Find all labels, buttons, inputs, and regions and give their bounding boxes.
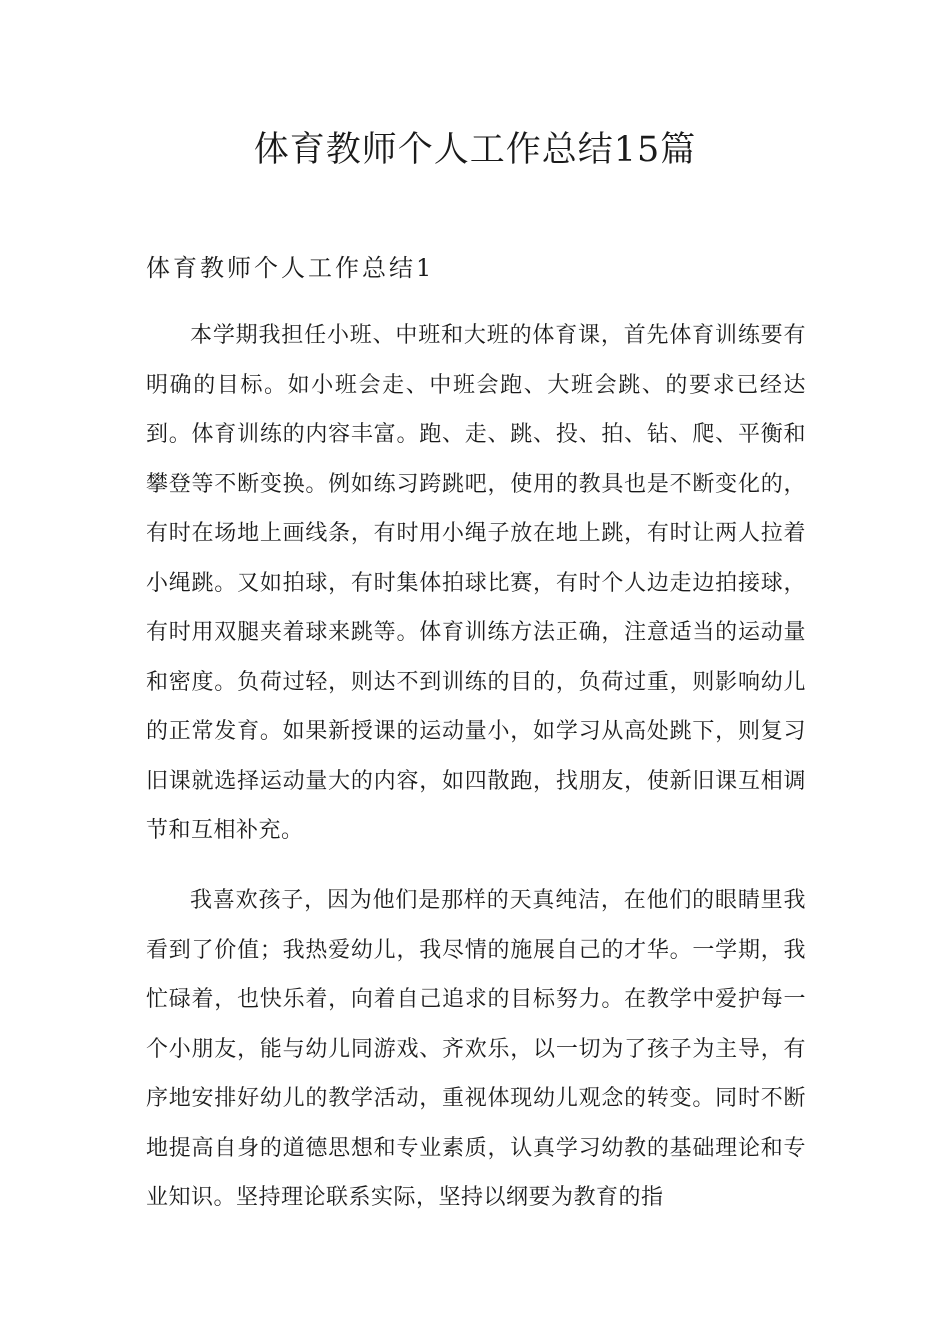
paragraph-2: 我喜欢孩子，因为他们是那样的天真纯洁，在他们的眼睛里我看到了价值；我热爱幼儿，我尽情的施展自己的才华。一学期，我忙碌着，也快乐着，向着自己追求的目标努力。在教学中爱护每一个小朋友，能与幼儿同游戏、齐欢乐，以一切为了孩子为主导，有序地安排好幼儿的教学活动，重视体现幼儿观念的转变。同时不断地提高自身的道德思想和专业素质，认真学习幼教的基础理论和专业知识。坚持理论联系实际，坚持以纲要为教育的指 <box>146 888 806 1210</box>
paragraph-1: 本学期我担任小班、中班和大班的体育课，首先体育训练要有明确的目标。如小班会走、中班会跑、大班会跳、的要求已经达到。体育训练的内容丰富。跑、走、跳、投、拍、钻、爬、平衡和攀登等不断变换。例如练习跨跳吧，使用的教具也是不断变化的，有时在场地上画线条，有时用小绳子放在地上跳，有时让两人拉着小绳跳。又如拍球，有时集体拍球比赛，有时个人边走边拍接球，有时用双腿夹着球来跳等。体育训练方法正确，注意适当的运动量和密度。负荷过轻，则达不到训练的目的，负荷过重，则影响幼儿的正常发育。如果新授课的运动量小，如学习从高处跳下，则复习旧课就选择运动量大的内容，如四散跑，找朋友，使新旧课互相调节和互相补充。 <box>146 323 806 843</box>
document-title: 体育教师个人工作总结15篇 <box>253 130 697 170</box>
section-heading: 体育教师个人工作总结1 <box>146 254 435 282</box>
